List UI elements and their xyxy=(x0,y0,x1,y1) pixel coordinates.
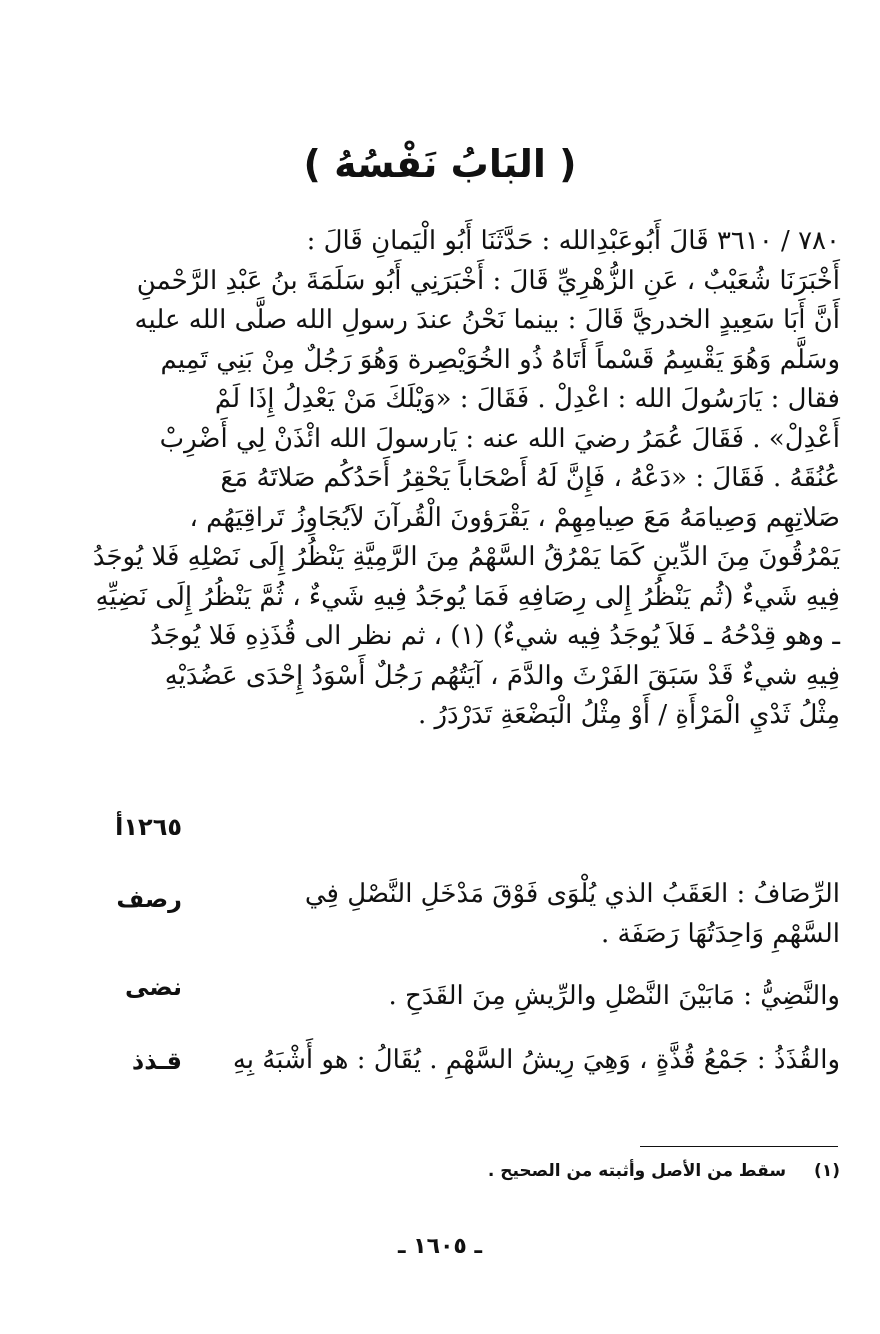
gloss-line: والنَّضِيُّ : مَابَيْنَ النَّصْلِ والرِّيشِ مِنَ القَدَحِ . xyxy=(388,981,840,1011)
gloss-line: الرِّصَافُ : العَقَبُ الذي يُلْوَى فَوْقَ مَدْخَلِ النَّصْلِ فِي xyxy=(304,879,840,909)
hadith-line: عُنُقَهُ . فَقَالَ : «دَعْهُ ، فَإِنَّ لَهُ أَصْحَاباً يَحْقِرُ أَحَدُكُم صَلاتَهُ مَعَ xyxy=(220,463,840,493)
hadith-line: فِيهِ شَيءٌ (ثُم يَنْظُرُ إِلى رِصَافِهِ فَمَا يُوجَدُ فِيهِ شَيءٌ ، ثُمَّ يَنْظُرُ إِلَى نَضِيِّهِ xyxy=(95,581,840,612)
footnote-divider xyxy=(640,1146,838,1147)
page-number: ـ ١٦٠٥ ـ xyxy=(397,1234,483,1259)
hadith-line: مِثْلُ ثَدْيِ الْمَرْأَةِ / أَوْ مِثْلُ الْبَضْعَةِ تَدَرْدَرُ . xyxy=(417,700,840,730)
hadith-line: وسَلَّم وَهُوَ يَقْسِمُ قَسْماً أَتَاهُ ذُو الخُوَيْصِرة وَهُوَ رَجُلٌ مِنْ بَنِي تَمِيم xyxy=(160,344,840,375)
footnote-marker: (١) xyxy=(814,1161,840,1181)
chapter-heading: ( البَابُ نَفْسُهُ ) xyxy=(303,142,577,186)
hadith-line: فِيهِ شيءٌ قَدْ سَبَقَ الفَرْثَ والدَّمَ ، آيَتُهُم رَجُلٌ أَسْوَدُ إِحْدَى عَضُدَيْهِ xyxy=(164,660,840,691)
hadith-line: ـ وهو قِدْحُهُ ـ فَلاَ يُوجَدُ فِيه شيءٌ) (١) ، ثم نظر الى قُذَذِهِ فَلا يُوجَدُ xyxy=(150,621,840,651)
hadith-line: يَمْرُقُونَ مِنَ الدِّينِ كَمَا يَمْرُقُ السَّهْمُ مِنَ الرَّمِيَّةِ يَنْظُرُ إِلَى نَصْلِهِ فَلا يُوجَدُ xyxy=(92,542,840,572)
hadith-text xyxy=(92,222,840,736)
gloss-keyword-nadi: نضى xyxy=(125,973,182,1001)
manuscript-folio-ref: ١٢٦٥أ xyxy=(115,813,182,841)
hadith-line: صَلاتِهِم وَصِيامَهُ مَعَ صِيامِهِمْ ، يَقْرَؤونَ الْقُرآنَ لاَيُجَاوِزُ تَراقِيَهُم ، xyxy=(189,502,840,533)
footnote-text: سقط من الأصل وأثبته من الصحيح . xyxy=(487,1161,787,1181)
hadith-line: أَعْدِلْ» . فَقَالَ عُمَرُ رضيَ الله عنه : يَارسولَ الله ائْذَنْ لِي أَضْرِبْ xyxy=(159,423,840,454)
gloss-nadi xyxy=(180,976,840,1016)
hadith-line: ٧٨٠ / ٣٦١٠ قَالَ أَبُوعَبْدِالله : حَدَّثَنَا أَبُو الْيَمانِ قَالَ : xyxy=(306,226,840,256)
gloss-rasf xyxy=(180,874,840,954)
gloss-line: السَّهْمِ وَاحِدَتُهَا رَصَفَة . xyxy=(600,919,840,949)
footnote xyxy=(140,1158,840,1184)
gloss-keyword-rasf: رصف xyxy=(116,885,182,913)
gloss-qudhadh xyxy=(180,1040,840,1080)
hadith-line: أَنَّ أَبَا سَعِيدٍ الخدريَّ قَالَ : بينما نَحْنُ عندَ رسولِ الله صلَّى الله عليه xyxy=(134,305,840,335)
gloss-keyword-qudhadh: قـذذ xyxy=(131,1047,182,1075)
hadith-line: أَخْبَرَنَا شُعَيْبٌ ، عَنِ الزُّهْرِيِّ قَالَ : أَخْبَرَنِي أَبُو سَلَمَةَ بنُ عَبْدِ الرَّحْمنِ xyxy=(136,265,840,296)
hadith-line: فقال : يَارَسُولَ الله : اعْدِلْ . فَقَالَ : «وَيْلَكَ مَنْ يَعْدِلُ إِذَا لَمْ xyxy=(214,384,840,414)
gloss-line: والقُذَذُ : جَمْعُ قُذَّةٍ ، وَهِيَ رِيشُ السَّهْمِ . يُقَالُ : هو أَشْبَهُ بِهِ xyxy=(232,1045,840,1075)
